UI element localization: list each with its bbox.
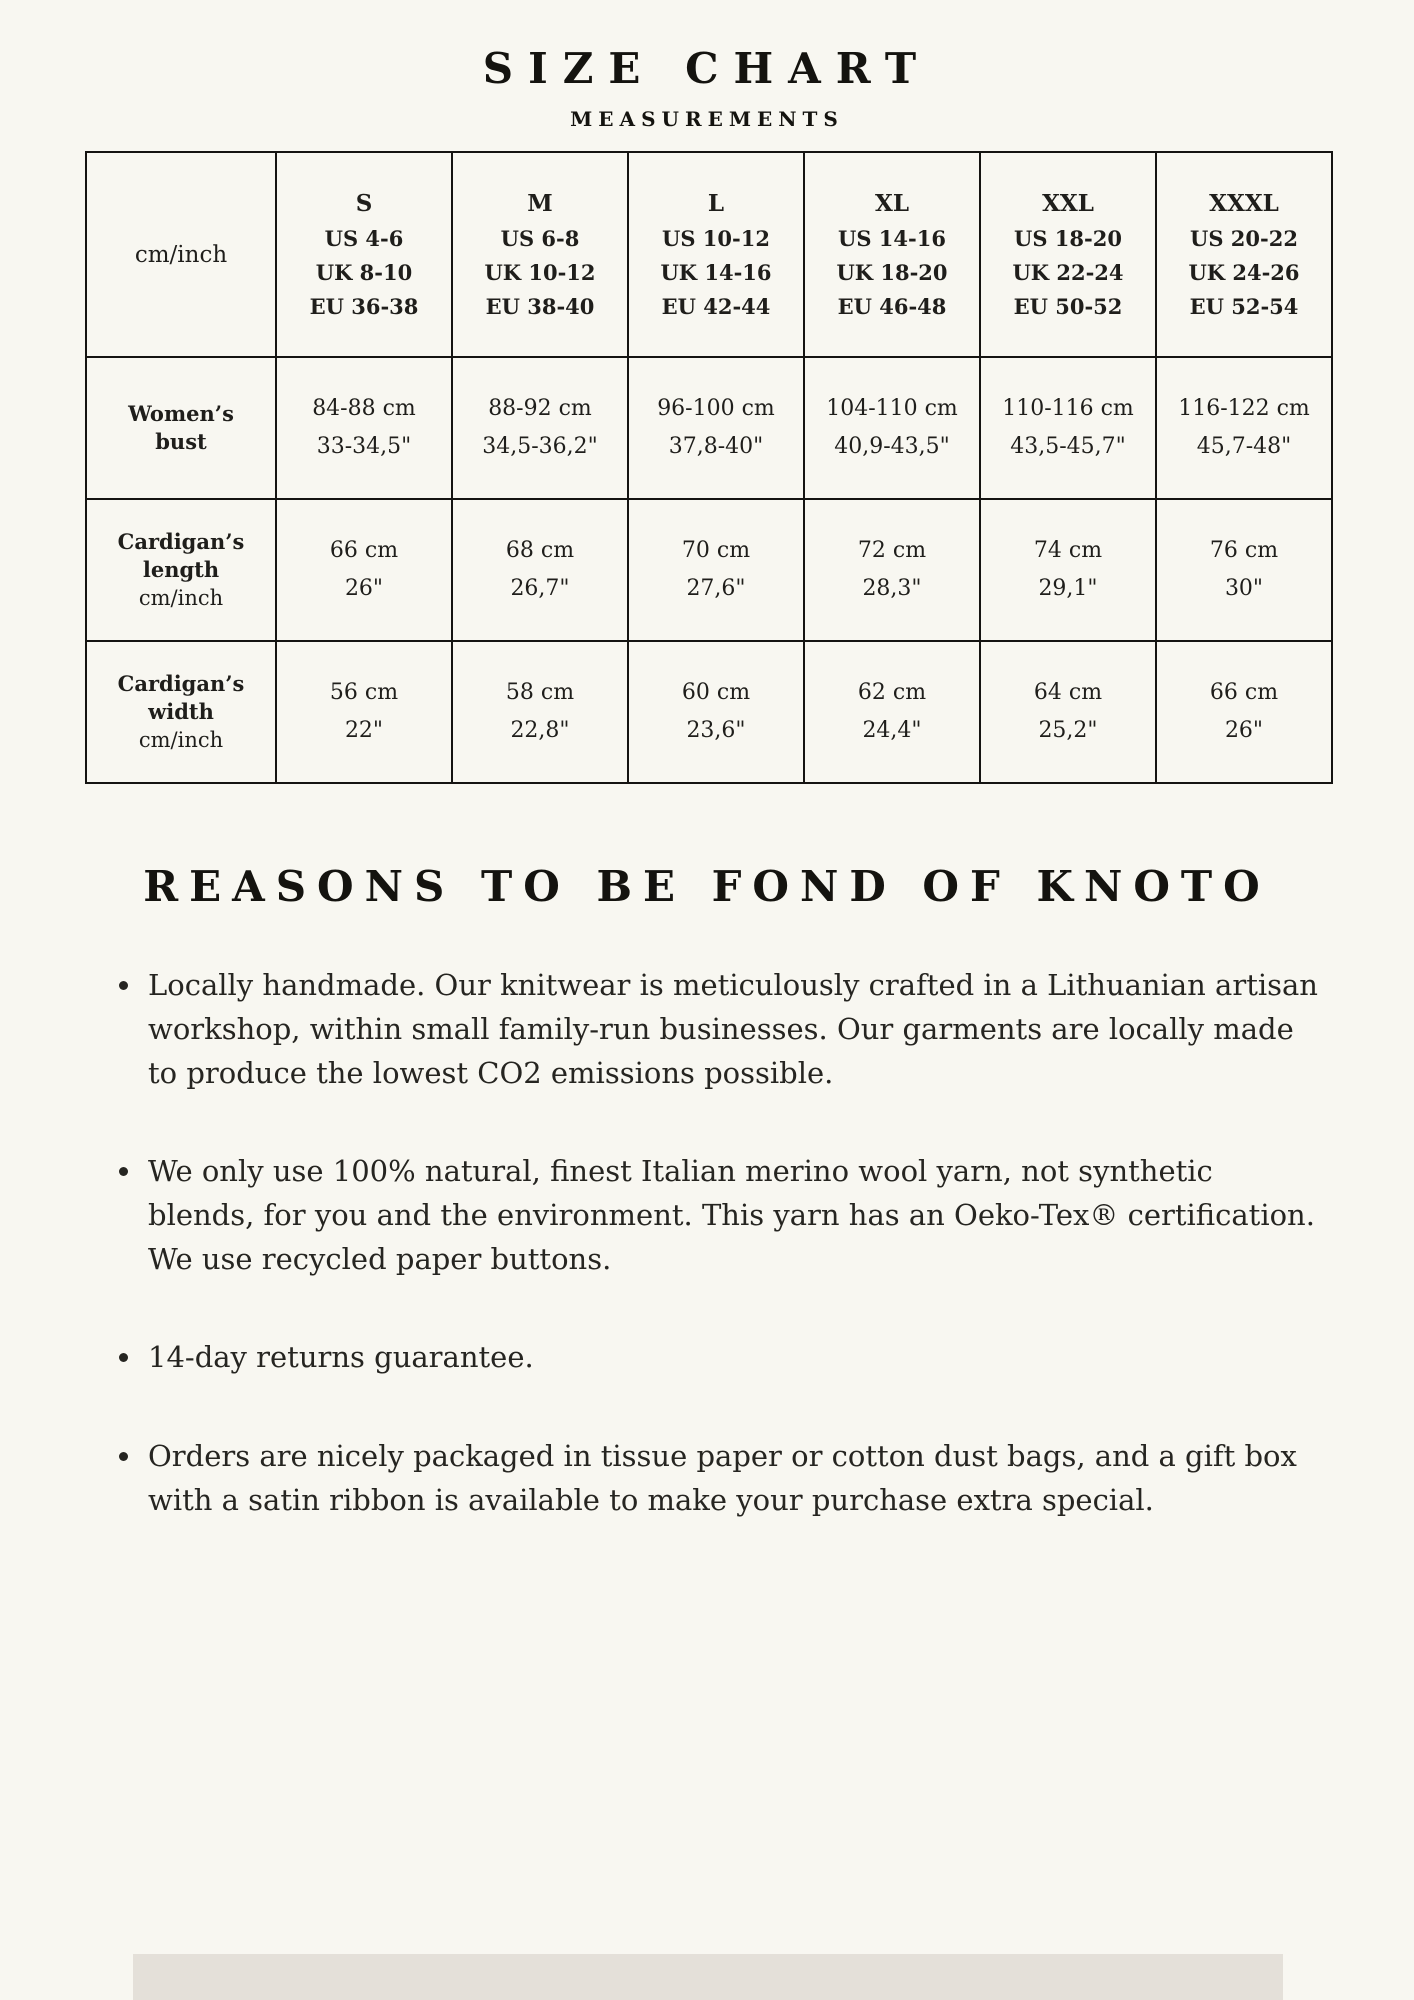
size-uk: UK 14-16 — [660, 259, 772, 285]
size-col-l — [628, 152, 804, 357]
list-item: • Locally handmade. Our knitwear is meticulously crafted in a Lithuanian artisan workshop, within small family-run businesses. Our garments are locally made to produce the lowest CO2 emissions possible. — [144, 963, 1324, 1095]
table-row-womens-bust — [86, 357, 1332, 499]
size-us: US 18-20 — [1014, 225, 1122, 251]
reasons-heading: REASONS TO BE FOND OF KNOTO — [143, 862, 1271, 911]
size-us: US 14-16 — [838, 225, 946, 251]
table-cell — [276, 357, 452, 499]
size-col-xxl — [980, 152, 1156, 357]
size-col-s — [276, 152, 452, 357]
table-cell — [1156, 499, 1332, 641]
size-eu: EU 52-54 — [1189, 293, 1299, 319]
value-cm: 104-110 cm — [826, 396, 958, 421]
row-label-cell — [86, 641, 276, 783]
value-inch: 27,6" — [686, 576, 746, 601]
list-item: • Orders are nicely packaged in tissue paper or cotton dust bags, and a gift box with a satin ribbon is available to make your purchase extra special. — [144, 1434, 1324, 1522]
size-name: XXL — [1042, 189, 1094, 217]
size-us: US 10-12 — [662, 225, 770, 251]
size-uk: UK 10-12 — [484, 259, 596, 285]
value-inch: 22,8" — [510, 718, 570, 743]
size-eu: EU 42-44 — [661, 293, 771, 319]
size-us: US 20-22 — [1190, 225, 1298, 251]
corner-label: cm/inch — [134, 241, 228, 268]
value-cm: 116-122 cm — [1178, 396, 1310, 421]
value-inch: 24,4" — [862, 718, 922, 743]
size-name: S — [355, 189, 373, 217]
size-name: XXXL — [1209, 189, 1279, 217]
page-subtitle: MEASUREMENTS — [570, 107, 844, 131]
value-cm: 110-116 cm — [1002, 396, 1134, 421]
corner-cell — [86, 152, 276, 357]
value-cm: 68 cm — [505, 538, 575, 563]
value-inch: 40,9-43,5" — [834, 434, 950, 459]
size-uk: UK 8-10 — [315, 259, 413, 285]
value-cm: 60 cm — [681, 680, 751, 705]
page-title: SIZE CHART — [482, 44, 932, 93]
table-cell — [452, 357, 628, 499]
table-cell — [276, 641, 452, 783]
value-inch: 26" — [1224, 718, 1264, 743]
value-cm: 88-92 cm — [488, 396, 592, 421]
next-section-strip — [133, 1954, 1283, 2000]
value-inch: 33-34,5" — [316, 434, 412, 459]
size-us: US 4-6 — [324, 225, 404, 251]
size-name: M — [527, 189, 553, 217]
value-inch: 26" — [344, 576, 384, 601]
table-cell — [804, 641, 980, 783]
size-eu: EU 38-40 — [485, 293, 595, 319]
size-col-xxxl — [1156, 152, 1332, 357]
list-item: • We only use 100% natural, finest Italian merino wool yarn, not synthetic blends, for you and the environment. This yarn has an Oeko-Tex® certification. We use recycled paper buttons. — [144, 1149, 1324, 1281]
table-cell — [980, 499, 1156, 641]
value-cm: 64 cm — [1033, 680, 1103, 705]
table-cell — [276, 499, 452, 641]
row-label: Cardigan’s length cm/inch — [117, 529, 245, 610]
value-inch: 28,3" — [862, 576, 922, 601]
value-cm: 74 cm — [1033, 538, 1103, 563]
size-chart-table — [85, 151, 1333, 784]
table-header-row — [86, 152, 1332, 357]
value-inch: 34,5-36,2" — [482, 434, 598, 459]
table-cell — [1156, 641, 1332, 783]
table-cell — [452, 499, 628, 641]
value-inch: 23,6" — [686, 718, 746, 743]
value-inch: 30" — [1224, 576, 1264, 601]
size-uk: UK 22-24 — [1012, 259, 1124, 285]
value-cm: 96-100 cm — [657, 396, 775, 421]
table-cell — [628, 641, 804, 783]
table-cell — [628, 357, 804, 499]
table-cell — [980, 357, 1156, 499]
value-cm: 58 cm — [505, 680, 575, 705]
table-row-cardigan-width — [86, 641, 1332, 783]
row-label: Women’s bust — [128, 401, 234, 454]
row-label-cell — [86, 499, 276, 641]
size-col-m — [452, 152, 628, 357]
value-cm: 70 cm — [681, 538, 751, 563]
value-inch: 29,1" — [1038, 576, 1098, 601]
value-cm: 66 cm — [329, 538, 399, 563]
row-label-cell — [86, 357, 276, 499]
reasons-list — [112, 963, 1324, 1522]
value-inch: 37,8-40" — [668, 434, 764, 459]
table-cell — [804, 357, 980, 499]
table-cell — [628, 499, 804, 641]
size-name: XL — [874, 189, 910, 217]
table-cell — [1156, 357, 1332, 499]
value-cm: 62 cm — [857, 680, 927, 705]
value-cm: 76 cm — [1209, 538, 1279, 563]
value-cm: 84-88 cm — [312, 396, 416, 421]
list-item: • 14-day returns guarantee. — [144, 1335, 1324, 1379]
value-inch: 25,2" — [1038, 718, 1098, 743]
size-eu: EU 50-52 — [1013, 293, 1123, 319]
value-inch: 45,7-48" — [1196, 434, 1292, 459]
value-inch: 43,5-45,7" — [1010, 434, 1126, 459]
table-cell — [452, 641, 628, 783]
size-name: L — [707, 189, 725, 217]
value-cm: 66 cm — [1209, 680, 1279, 705]
size-eu: EU 46-48 — [837, 293, 947, 319]
value-inch: 26,7" — [510, 576, 570, 601]
value-inch: 22" — [344, 718, 384, 743]
size-uk: UK 18-20 — [836, 259, 948, 285]
table-row-cardigan-length — [86, 499, 1332, 641]
table-cell — [804, 499, 980, 641]
size-uk: UK 24-26 — [1188, 259, 1300, 285]
row-label: Cardigan’s width cm/inch — [117, 671, 245, 752]
size-eu: EU 36-38 — [309, 293, 419, 319]
value-cm: 72 cm — [857, 538, 927, 563]
size-us: US 6-8 — [500, 225, 580, 251]
size-col-xl — [804, 152, 980, 357]
value-cm: 56 cm — [329, 680, 399, 705]
table-cell — [980, 641, 1156, 783]
